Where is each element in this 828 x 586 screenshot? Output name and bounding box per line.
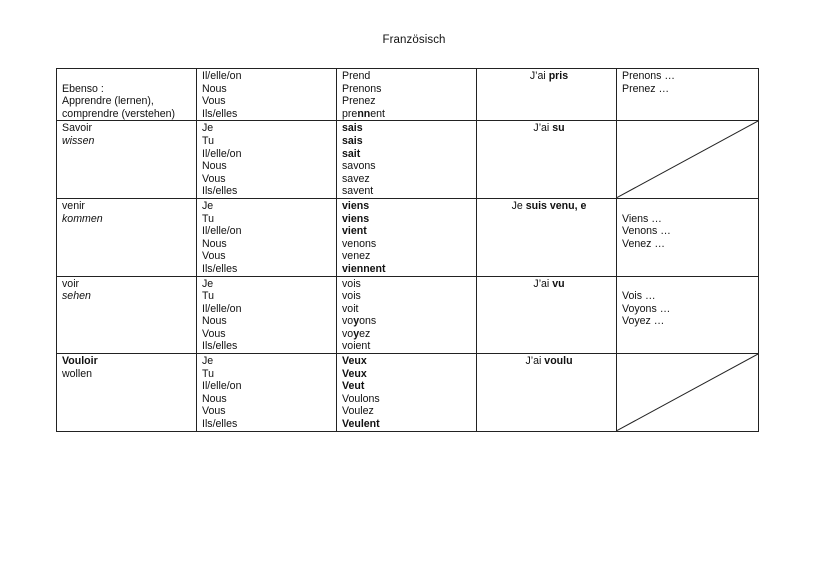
pronoun: Tu	[202, 212, 214, 225]
pronoun: Vous	[202, 250, 226, 263]
empty-imperative-cell	[617, 121, 759, 199]
pronoun: Tu	[202, 290, 214, 303]
verb-form	[342, 108, 476, 121]
verb-form: voient	[342, 340, 371, 353]
forms-cell	[337, 121, 477, 199]
pronoun: Il/elle/on	[202, 147, 242, 160]
verb-form-part: vo	[342, 327, 354, 340]
infinitive-line: Ebenso :	[62, 82, 104, 95]
verb-form-part: pre	[342, 107, 358, 120]
pronoun-cell	[197, 121, 337, 199]
verb-form-part: vo	[342, 315, 354, 328]
pronoun: Je	[202, 199, 214, 212]
pronoun: Ils/elles	[202, 185, 238, 198]
pronoun: Il/elle/on	[202, 70, 242, 82]
verb-form-part: ent	[370, 107, 385, 120]
verb-form: vois	[342, 290, 361, 303]
verb-form: Prenons	[342, 82, 382, 95]
perfect-auxiliary: J’ai	[533, 122, 553, 135]
imperative-cell	[617, 69, 759, 121]
imperative-form: Prenez …	[622, 82, 670, 95]
diagonal-strike	[617, 354, 758, 431]
pronoun: Nous	[202, 237, 227, 250]
verb-form: viens	[342, 212, 370, 225]
verb-form: savons	[342, 160, 376, 173]
verb-form-highlight: nn	[357, 107, 371, 120]
verb-form-part: ons	[359, 315, 377, 328]
pronoun: Tu	[202, 367, 214, 380]
perfect-participle: pris	[548, 70, 569, 82]
verb-form: viens	[342, 199, 370, 212]
imperative-cell	[617, 198, 759, 276]
forms-cell	[337, 69, 477, 121]
pronoun: Vous	[202, 327, 226, 340]
pronoun: Vous	[202, 172, 226, 185]
pronoun: Ils/elles	[202, 107, 238, 120]
imperative-form: Venons …	[622, 225, 671, 238]
perfect-auxiliary: J’ai	[529, 70, 549, 82]
verb-form: voit	[342, 302, 359, 315]
infinitive: Savoir	[62, 122, 93, 135]
infinitive-cell	[57, 354, 197, 432]
perfect-cell	[477, 121, 617, 199]
infinitive-cell	[57, 121, 197, 199]
pronoun: Ils/elles	[202, 262, 238, 275]
verb-form: savent	[342, 185, 374, 198]
pronoun: Ils/elles	[202, 340, 238, 353]
verb-form	[342, 328, 476, 341]
pronoun: Nous	[202, 315, 227, 328]
verb-form: venons	[342, 237, 377, 250]
perfect-auxiliary: J’ai	[525, 355, 545, 368]
imperative-form: Venez …	[622, 237, 665, 250]
table-row	[57, 276, 759, 354]
infinitive-cell	[57, 198, 197, 276]
imperative-form: Viens …	[622, 212, 662, 225]
verb-form: sais	[342, 134, 363, 147]
verb-form-highlight: y	[353, 315, 360, 328]
perfect-participle: suis venu, e	[525, 199, 587, 212]
verb-form-part: ez	[359, 327, 371, 340]
pronoun: Tu	[202, 134, 214, 147]
imperative-form: Vois …	[622, 290, 656, 303]
pronoun: Nous	[202, 392, 227, 405]
perfect-auxiliary: J’ai	[533, 277, 553, 290]
translation: wollen	[62, 367, 93, 380]
pronoun: Nous	[202, 82, 227, 95]
translation: kommen	[62, 212, 103, 225]
table-row	[57, 354, 759, 432]
pronoun-cell	[197, 354, 337, 432]
perfect-cell	[477, 354, 617, 432]
imperative-form: Voyez …	[622, 315, 665, 328]
verb-form: savez	[342, 172, 370, 185]
verb-form: Veulent	[342, 418, 380, 431]
verb-form: Veux	[342, 367, 367, 380]
pronoun: Vous	[202, 405, 226, 418]
pronoun: Il/elle/on	[202, 380, 242, 393]
pronoun: Ils/elles	[202, 418, 238, 431]
verb-form	[342, 315, 476, 328]
verb-form: sait	[342, 147, 361, 160]
table-row	[57, 121, 759, 199]
verb-form: Voulez	[342, 405, 374, 418]
pronoun: Je	[202, 122, 214, 135]
verb-form: Prend	[342, 70, 371, 82]
pronoun-cell	[197, 69, 337, 121]
verb-form: Voulons	[342, 392, 380, 405]
table-row	[57, 198, 759, 276]
pronoun: Il/elle/on	[202, 225, 242, 238]
imperative-form: Voyons …	[622, 302, 671, 315]
imperative-cell	[617, 276, 759, 354]
table-row	[57, 69, 759, 121]
diagonal-strike	[617, 121, 758, 198]
translation: sehen	[62, 290, 91, 303]
empty-imperative-cell	[617, 354, 759, 432]
forms-cell	[337, 198, 477, 276]
infinitive: Vouloir	[62, 355, 98, 368]
pronoun: Vous	[202, 95, 226, 108]
perfect-cell	[477, 69, 617, 121]
translation: wissen	[62, 134, 95, 147]
perfect-cell	[477, 276, 617, 354]
verb-form: vois	[342, 277, 361, 290]
infinitive: venir	[62, 199, 85, 212]
perfect-participle: vu	[552, 277, 565, 290]
perfect-cell	[477, 198, 617, 276]
verb-form: Prenez	[342, 95, 376, 108]
perfect-participle: voulu	[544, 355, 573, 368]
infinitive-line: Apprendre (lernen),	[62, 95, 154, 108]
infinitive-cell	[57, 276, 197, 354]
perfect-participle: su	[552, 122, 565, 135]
pronoun-cell	[197, 198, 337, 276]
verb-form: Veux	[342, 355, 367, 368]
pronoun-cell	[197, 276, 337, 354]
forms-cell	[337, 276, 477, 354]
pronoun: Nous	[202, 160, 227, 173]
forms-cell	[337, 354, 477, 432]
verb-form-highlight: y	[353, 327, 360, 340]
imperative-form: Prenons …	[622, 70, 675, 82]
verb-form: venez	[342, 250, 371, 263]
perfect-auxiliary: Je	[511, 199, 526, 212]
pronoun: Je	[202, 277, 214, 290]
page-title: Französisch	[382, 34, 446, 46]
pronoun: Il/elle/on	[202, 302, 242, 315]
infinitive: voir	[62, 277, 80, 290]
verb-form: viennent	[342, 262, 386, 275]
infinitive-line: comprendre (verstehen)	[62, 107, 176, 120]
verb-form: vient	[342, 225, 367, 238]
verb-form: sais	[342, 122, 363, 135]
conjugation-table	[56, 68, 759, 432]
verb-form: Veut	[342, 380, 365, 393]
pronoun: Je	[202, 355, 214, 368]
infinitive-cell	[57, 69, 197, 121]
